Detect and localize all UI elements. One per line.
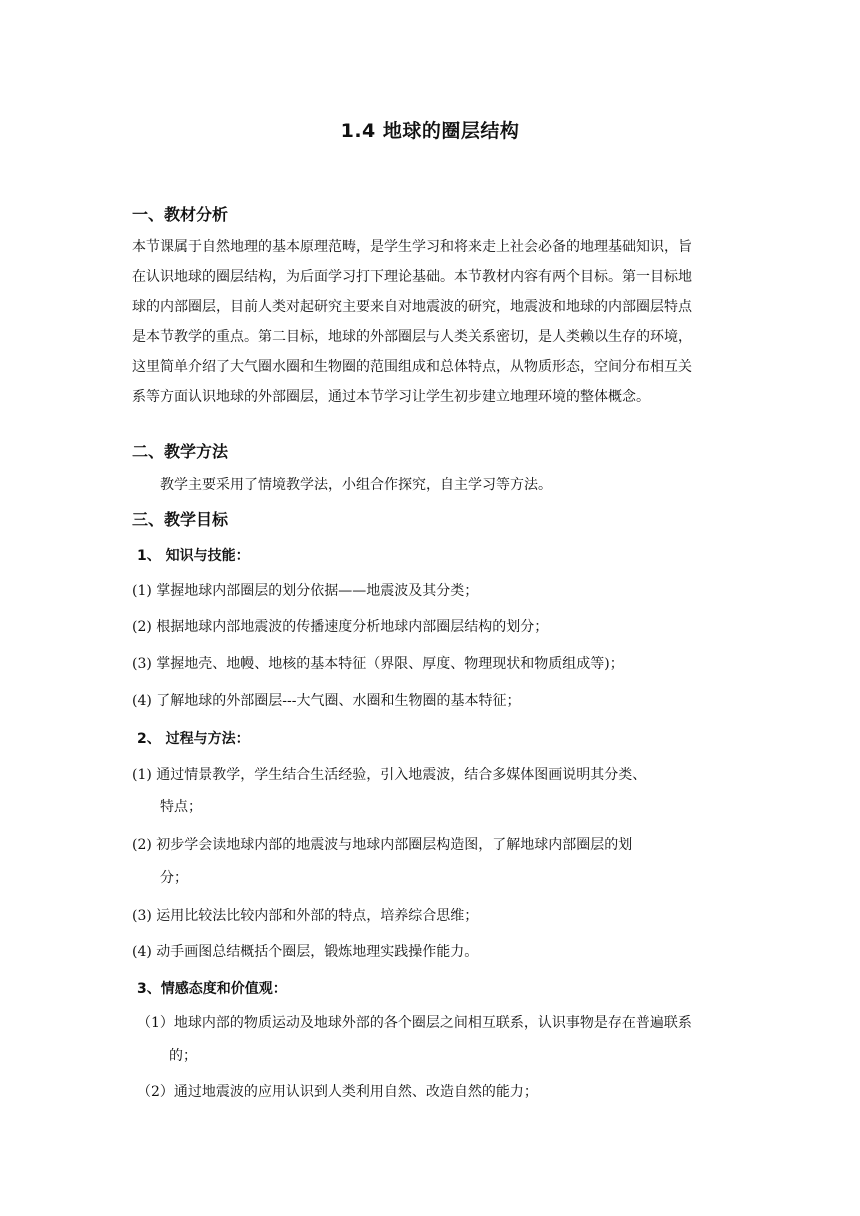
list-item: (1) 通过情景教学，学生结合生活经验，引入地震波，结合多媒体图画说明其分类、 [132, 767, 647, 783]
paragraph-line: 球的内部圈层，目前人类对起研究主要来自对地震波的研究，地震波和地球的内部圈层特点 [132, 299, 692, 315]
list-item: (4) 动手画图总结概括个圈层，锻炼地理实践操作能力。 [132, 944, 479, 960]
subsection-heading-process-method: 2、 过程与方法： [137, 731, 250, 747]
section-heading-teaching-method: 二、教学方法 [132, 442, 229, 461]
list-item: (2) 根据地球内部地震波的传播速度分析地球内部圈层结构的划分； [132, 619, 549, 635]
list-item-continuation: 分； [160, 870, 188, 886]
document-title: 1.4 地球的圈层结构 [340, 120, 520, 142]
paragraph-line: 教学主要采用了情境教学法，小组合作探究，自主学习等方法。 [160, 477, 552, 493]
list-item: (4) 了解地球的外部圈层---大气圈、水圈和生物圈的基本特征； [132, 693, 521, 709]
list-item-continuation: 特点； [160, 799, 202, 815]
list-item: (2) 初步学会读地球内部的地震波与地球内部圈层构造图，了解地球内部圈层的划 [132, 837, 633, 853]
list-item: (1) 掌握地球内部圈层的划分依据——地震波及其分类； [132, 583, 479, 599]
paragraph-line: 本节课属于自然地理的基本原理范畴，是学生学习和将来走上社会必备的地理基础知识，旨 [132, 239, 692, 255]
subsection-heading-knowledge-skills: 1、 知识与技能： [137, 548, 250, 564]
section-heading-textbook-analysis: 一、教材分析 [132, 205, 229, 224]
paragraph-line: 系等方面认识地球的外部圈层，通过本节学习让学生初步建立地理环境的整体概念。 [132, 389, 650, 405]
section-heading-teaching-goals: 三、教学目标 [132, 510, 229, 529]
list-item: （2）通过地震波的应用认识到人类利用自然、改造自然的能力； [137, 1084, 538, 1100]
subsection-heading-emotion-values: 3、情感态度和价值观： [137, 981, 287, 997]
paragraph-line: 是本节教学的重点。第二目标，地球的外部圈层与人类关系密切，是人类赖以生存的环境， [132, 329, 692, 345]
list-item-continuation: 的； [169, 1048, 197, 1064]
paragraph-line: 这里简单介绍了大气圈水圈和生物圈的范围组成和总体特点，从物质形态，空间分布相互关 [132, 359, 692, 375]
list-item: (3) 运用比较法比较内部和外部的特点，培养综合思维； [132, 908, 479, 924]
list-item: （1）地球内部的物质运动及地球外部的各个圈层之间相互联系，认识事物是存在普遍联系 [137, 1015, 692, 1031]
paragraph-line: 在认识地球的圈层结构，为后面学习打下理论基础。本节教材内容有两个目标。第一目标地 [132, 269, 692, 285]
list-item: (3) 掌握地壳、地幔、地核的基本特征（界限、厚度、物理现状和物质组成等)； [132, 656, 624, 672]
